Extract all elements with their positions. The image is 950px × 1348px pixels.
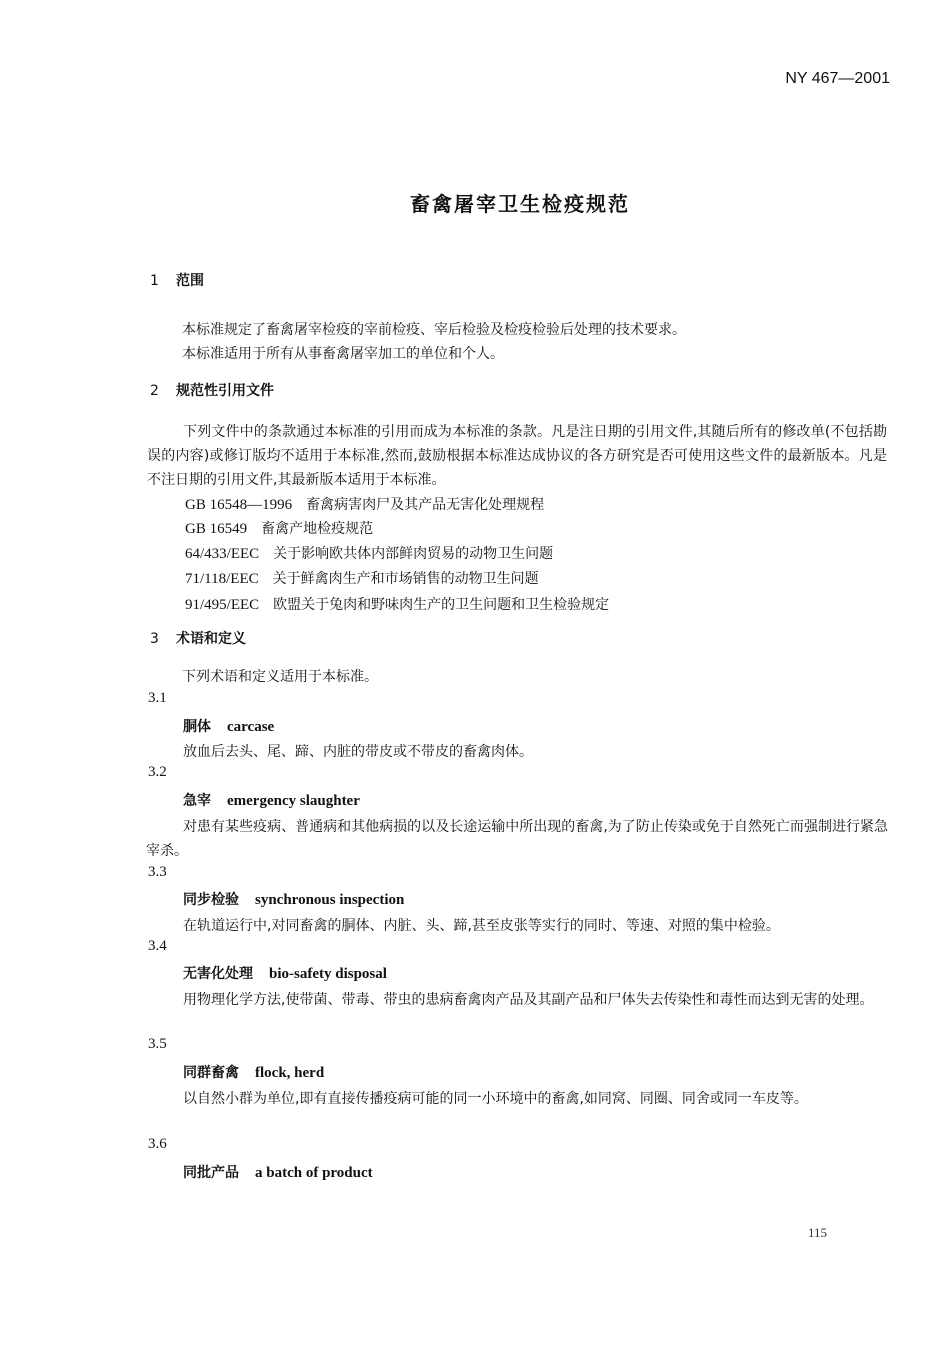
- term-en: emergency slaughter: [227, 793, 360, 809]
- reference-item: [185, 518, 373, 538]
- reference-code: 64/433/EEC: [185, 546, 260, 562]
- reference-title: 关于鲜禽肉生产和市场销售的动物卫生问题: [272, 571, 539, 587]
- section-2-paragraph-1: 下列文件中的条款通过本标准的引用而成为本标准的条款。凡是注日期的引用文件,其随后所有的修改单(不包括勘误的内容)或修订版均不适用于本标准,然而,鼓励根据本标准达成协议的各方研究是否可使用这些文件的最新版本。凡是不注日期的引用文件,其最新版本适用于本标准。: [147, 424, 887, 488]
- section-title: 术语和定义: [176, 631, 246, 647]
- term-en: a batch of product: [255, 1165, 373, 1181]
- term-heading: [183, 963, 387, 983]
- clause-number: 3.6: [148, 1136, 167, 1152]
- page-title: 畜禽屠宰卫生检疫规范: [410, 192, 630, 216]
- term-heading: [183, 889, 404, 909]
- section-1-heading: [150, 270, 204, 290]
- term-heading: [183, 790, 360, 810]
- clause-number: 3.2: [148, 764, 167, 780]
- term-definition: 以自然小群为单位,即有直接传播疫病可能的同一小环境中的畜禽,如同窝、同圈、同舍或同一车皮等。: [183, 1091, 808, 1107]
- term-definition: 对患有某些疫病、普通病和其他病损的以及长途运输中所出现的畜禽,为了防止传染或免于自然死亡而强制进行紧急宰杀。: [146, 819, 888, 859]
- section-1-paragraph-2: 本标准适用于所有从事畜禽屠宰加工的单位和个人。: [182, 346, 504, 362]
- section-2-heading: [150, 380, 274, 400]
- reference-title: 畜禽产地检疫规范: [261, 521, 374, 537]
- term-definition: 在轨道运行中,对同畜禽的胴体、内脏、头、蹄,甚至皮张等实行的同时、等速、对照的集中检验。: [183, 918, 780, 934]
- clause-number: 3.4: [148, 938, 167, 954]
- term-en: bio-safety disposal: [269, 966, 387, 982]
- standard-code: NY 467—2001: [785, 70, 890, 87]
- reference-title: 欧盟关于兔肉和野味肉生产的卫生问题和卫生检验规定: [273, 597, 610, 613]
- term-zh: 胴体: [183, 719, 211, 735]
- reference-item: [185, 594, 609, 614]
- reference-item: [185, 543, 553, 563]
- term-heading: [183, 1162, 373, 1182]
- reference-code: 71/118/EEC: [185, 571, 259, 587]
- term-definition: 放血后去头、尾、蹄、内脏的带皮或不带皮的畜禽肉体。: [183, 744, 533, 760]
- section-title: 规范性引用文件: [176, 383, 274, 399]
- term-zh: 无害化处理: [183, 966, 253, 982]
- reference-item: [185, 568, 539, 588]
- reference-item: [185, 494, 544, 514]
- term-zh: 同步检验: [183, 892, 239, 908]
- section-number: 3: [150, 631, 159, 647]
- page-number: 115: [808, 1225, 828, 1240]
- term-zh: 同群畜禽: [183, 1065, 239, 1081]
- term-en: synchronous inspection: [255, 892, 405, 908]
- section-title: 范围: [176, 273, 204, 289]
- reference-title: 关于影响欧共体内部鲜肉贸易的动物卫生问题: [273, 546, 554, 562]
- clause-number: 3.3: [148, 864, 167, 880]
- term-definition: 用物理化学方法,使带菌、带毒、带虫的患病畜禽肉产品及其副产品和尸体失去传染性和毒性而达到无害的处理。: [183, 992, 874, 1008]
- reference-code: 91/495/EEC: [185, 597, 260, 613]
- term-heading: [183, 716, 274, 736]
- section-number: 2: [150, 383, 159, 399]
- term-zh: 同批产品: [183, 1165, 239, 1181]
- term-heading: [183, 1062, 324, 1082]
- section-1-paragraph-1: 本标准规定了畜禽屠宰检疫的宰前检疫、宰后检验及检疫检验后处理的技术要求。: [182, 322, 686, 338]
- section-3-paragraph-1: 下列术语和定义适用于本标准。: [182, 669, 378, 685]
- section-number: 1: [150, 273, 159, 289]
- reference-code: GB 16549: [185, 521, 248, 537]
- reference-code: GB 16548—1996: [185, 497, 293, 513]
- clause-number: 3.5: [148, 1036, 167, 1052]
- term-en: carcase: [227, 719, 275, 735]
- term-zh: 急宰: [183, 793, 211, 809]
- term-en: flock, herd: [255, 1065, 325, 1081]
- clause-number: 3.1: [148, 690, 167, 706]
- section-3-heading: [150, 628, 246, 648]
- reference-title: 畜禽病害肉尸及其产品无害化处理规程: [306, 497, 545, 513]
